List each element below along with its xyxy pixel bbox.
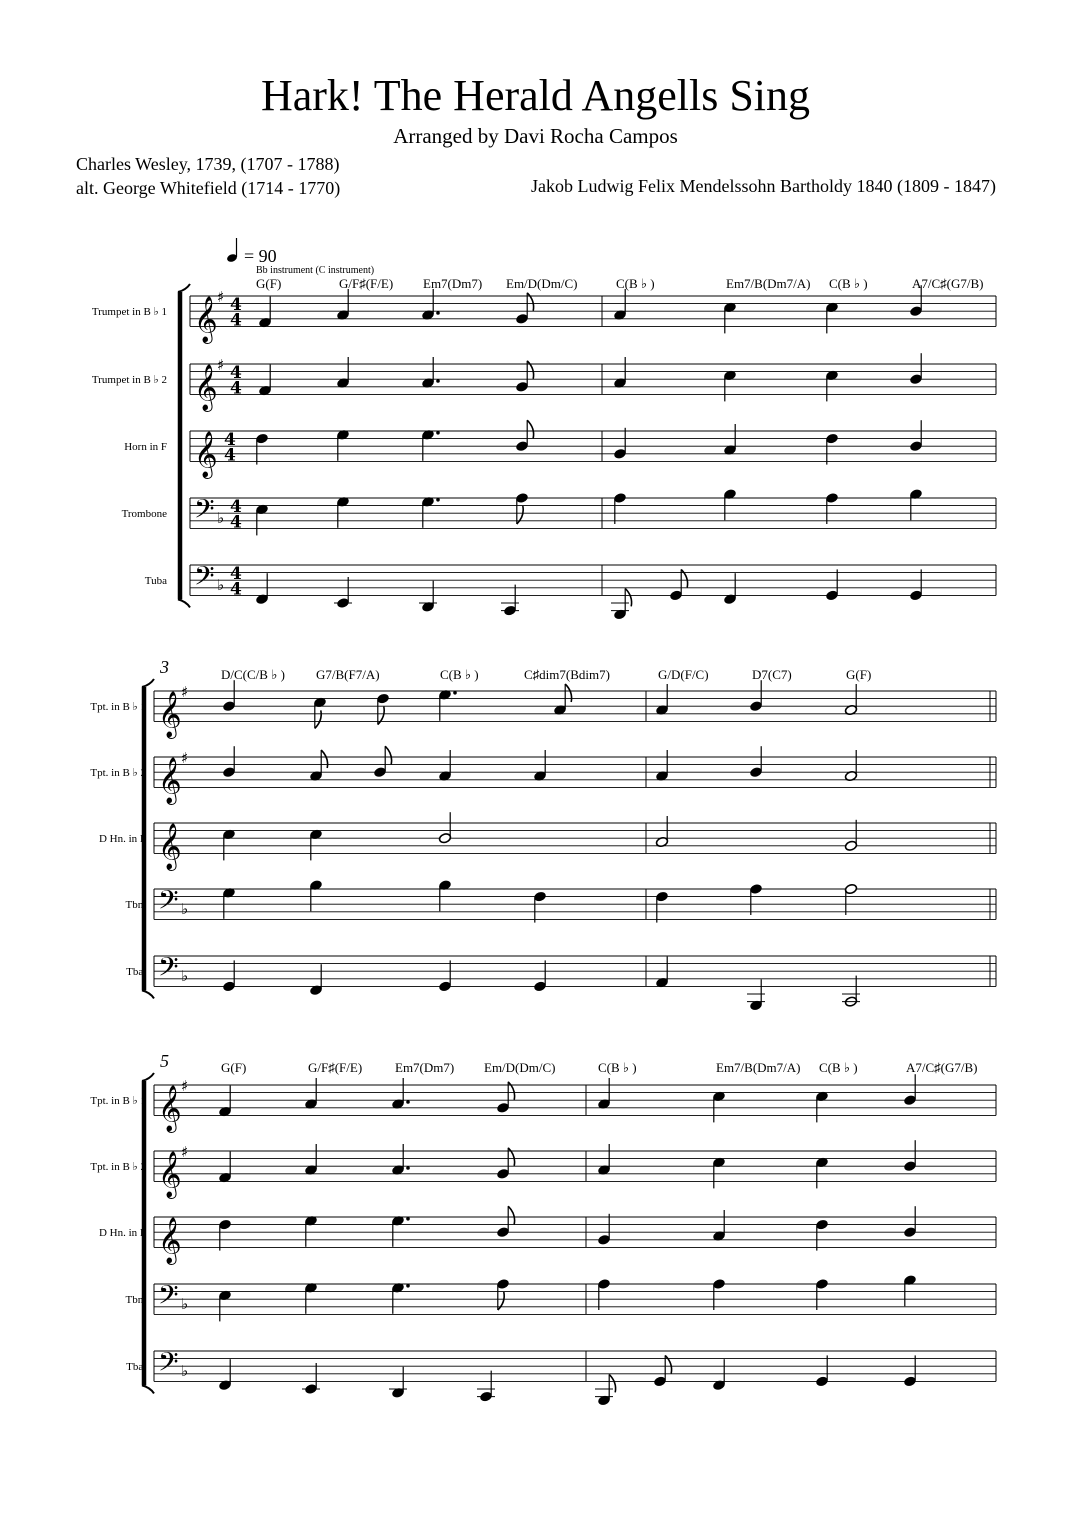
note-flag <box>508 1148 514 1166</box>
note-dot <box>406 1217 410 1221</box>
note-dot <box>453 691 457 695</box>
chord-symbol: Em7/B(Dm7/A) <box>716 1060 801 1075</box>
time-signature-bottom: 4 <box>230 378 242 399</box>
treble-clef-icon: 𝄞 <box>158 1151 182 1198</box>
instrument-name: Tpt. in B ♭ 1 <box>90 701 146 714</box>
bracket-hook <box>142 1073 154 1081</box>
chord-symbol: Em7(Dm7) <box>423 276 483 291</box>
time-signature-bottom: 4 <box>230 512 242 533</box>
note-flag <box>527 361 533 379</box>
sharp-icon: ♯ <box>181 683 189 701</box>
time-signature-top: 4 <box>230 564 242 585</box>
measure-number: 3 <box>160 657 169 677</box>
staff <box>90 1074 996 1133</box>
note-flag <box>517 506 523 524</box>
note-flag <box>508 1206 514 1224</box>
chord-symbol: G7/B(F7/A) <box>316 667 380 682</box>
chord-symbol: G/F♯(F/E) <box>339 276 394 291</box>
bass-clef-icon: 𝄢 <box>158 1278 179 1317</box>
score-systems <box>90 276 996 1406</box>
note-flag <box>498 1292 504 1310</box>
treble-clef-icon: 𝄞 <box>158 1085 182 1132</box>
time-signature-top: 4 <box>230 363 242 384</box>
note-flag <box>681 569 687 587</box>
flat-icon: ♭ <box>181 899 189 918</box>
staff <box>90 746 996 805</box>
instrument-name: Trombone <box>121 508 167 521</box>
score-system <box>90 1051 996 1406</box>
note-dot <box>406 1166 410 1170</box>
time-signature-bottom: 4 <box>230 310 242 331</box>
bracket-hook <box>142 990 154 998</box>
chord-symbol: C(B ♭ ) <box>616 276 655 291</box>
time-signature-top: 4 <box>230 497 242 518</box>
note-dot <box>436 311 440 315</box>
arranger-credit: Arranged by Davi Rocha Campos <box>393 124 678 148</box>
bass-clef-icon: 𝄢 <box>158 883 179 922</box>
staff <box>126 1346 996 1406</box>
note-dot <box>436 431 440 435</box>
flat-icon: ♭ <box>181 1294 189 1313</box>
note-flag <box>565 684 571 702</box>
staff <box>99 1206 996 1265</box>
flat-icon: ♭ <box>181 1361 189 1380</box>
flat-icon: ♭ <box>181 966 189 985</box>
lyricist-line-1: Charles Wesley, 1739, (1707 - 1788) <box>76 154 340 174</box>
instrument-name: Trumpet in B ♭ 2 <box>91 374 167 387</box>
staff <box>124 420 996 479</box>
score-title: Hark! The Herald Angells Sing <box>260 71 811 120</box>
bracket-hook <box>178 284 190 292</box>
note-dot <box>406 1100 410 1104</box>
chord-symbol: Em/D(Dm/C) <box>484 1060 556 1075</box>
staff <box>99 812 996 871</box>
instrument-name: D Hn. in F <box>98 833 146 846</box>
bracket-hook <box>142 679 154 687</box>
tempo-note: Bb instrument (C instrument) <box>256 265 375 276</box>
instrument-name: Tpt. in B ♭ 2 <box>90 1161 146 1174</box>
note-flag <box>385 746 391 764</box>
instrument-name: Tuba <box>144 575 167 588</box>
note-flag <box>625 588 631 606</box>
treble-clef-icon: 𝄞 <box>158 691 182 738</box>
score-system <box>90 657 996 1011</box>
chord-symbol: C(B ♭ ) <box>440 667 479 682</box>
chord-symbol: G/D(F/C) <box>658 667 709 682</box>
chord-symbol: D7(C7) <box>752 667 792 682</box>
instrument-name: Tba. <box>126 966 146 979</box>
staff <box>126 951 996 1011</box>
note-flag <box>321 750 327 768</box>
treble-clef-icon: 𝄞 <box>158 757 182 804</box>
time-signature-bottom: 4 <box>230 579 242 600</box>
chord-symbol: C(B ♭ ) <box>819 1060 858 1075</box>
instrument-name: D Hn. in F <box>98 1227 146 1240</box>
flat-icon: ♭ <box>217 508 225 527</box>
note-flag <box>527 420 533 438</box>
tempo-value: = 90 <box>244 246 277 266</box>
bracket-hook <box>142 1385 154 1393</box>
treble-clef-icon: 𝄞 <box>158 1217 182 1264</box>
staff <box>90 680 996 739</box>
treble-clef-icon: 𝄞 <box>194 364 218 411</box>
measure-number: 5 <box>160 1051 169 1071</box>
bass-clef-icon: 𝄢 <box>158 950 179 989</box>
note-flag <box>665 1355 671 1373</box>
instrument-name: Tpt. in B ♭ 2 <box>90 767 146 780</box>
chord-symbol: A7/C♯(G7/B) <box>912 276 984 291</box>
bass-clef-icon: 𝄢 <box>158 1345 179 1384</box>
staff <box>92 285 996 344</box>
instrument-name: Tbn. <box>125 899 146 912</box>
instrument-name: Horn in F <box>124 441 167 454</box>
chord-symbol: Em7(Dm7) <box>395 1060 455 1075</box>
staff <box>122 489 996 536</box>
sharp-icon: ♯ <box>181 1143 189 1161</box>
chord-symbol: A7/C♯(G7/B) <box>906 1060 978 1075</box>
staff <box>90 1140 996 1199</box>
chord-symbol: G(F) <box>221 1060 247 1075</box>
chord-symbol: G(F) <box>256 276 282 291</box>
bracket-hook <box>178 599 190 607</box>
note-dot <box>436 498 440 502</box>
instrument-name: Tpt. in B ♭ 1 <box>90 1095 146 1108</box>
note-flag <box>508 1082 514 1100</box>
score-system <box>92 276 996 620</box>
note-flag <box>315 710 321 728</box>
staff <box>126 880 996 923</box>
chord-symbol: G/F♯(F/E) <box>308 1060 363 1075</box>
instrument-name: Trumpet in B ♭ 1 <box>91 306 167 319</box>
chord-symbol: G(F) <box>846 667 872 682</box>
composer-credit: Jakob Ludwig Felix Mendelssohn Bartholdy 1840 (1809 - 1847) <box>531 176 996 196</box>
lyricist-line-2: alt. George Whitefield (1714 - 1770) <box>76 178 341 198</box>
chord-symbol: Em/D(Dm/C) <box>506 276 578 291</box>
treble-clef-icon: 𝄞 <box>158 823 182 870</box>
time-signature-top: 4 <box>224 430 236 451</box>
sharp-icon: ♯ <box>217 288 225 306</box>
bass-clef-icon: 𝄢 <box>194 559 215 598</box>
note-flag <box>609 1374 615 1392</box>
bass-clef-icon: 𝄢 <box>194 492 215 531</box>
tempo-marking <box>226 238 374 276</box>
instrument-name: Tba. <box>126 1361 146 1374</box>
note-flag <box>378 707 384 725</box>
instrument-name: Tbn. <box>125 1294 146 1307</box>
sharp-icon: ♯ <box>181 1077 189 1095</box>
time-signature-bottom: 4 <box>224 445 236 466</box>
sharp-icon: ♯ <box>217 356 225 374</box>
staff <box>126 1275 996 1322</box>
treble-clef-icon: 𝄞 <box>194 296 218 343</box>
chord-symbol: Em7/B(Dm7/A) <box>726 276 811 291</box>
note-dot <box>436 379 440 383</box>
time-signature-top: 4 <box>230 295 242 316</box>
staff <box>145 560 996 620</box>
note-dot <box>406 1284 410 1288</box>
chord-symbol: D/C(C/B ♭ ) <box>221 667 285 682</box>
note-flag <box>527 293 533 311</box>
treble-clef-icon: 𝄞 <box>194 431 218 478</box>
chord-symbol: C(B ♭ ) <box>598 1060 637 1075</box>
staff <box>92 353 996 412</box>
sharp-icon: ♯ <box>181 749 189 767</box>
chord-symbol: C♯dim7(Bdim7) <box>524 667 610 682</box>
flat-icon: ♭ <box>217 575 225 594</box>
chord-symbol: C(B ♭ ) <box>829 276 868 291</box>
